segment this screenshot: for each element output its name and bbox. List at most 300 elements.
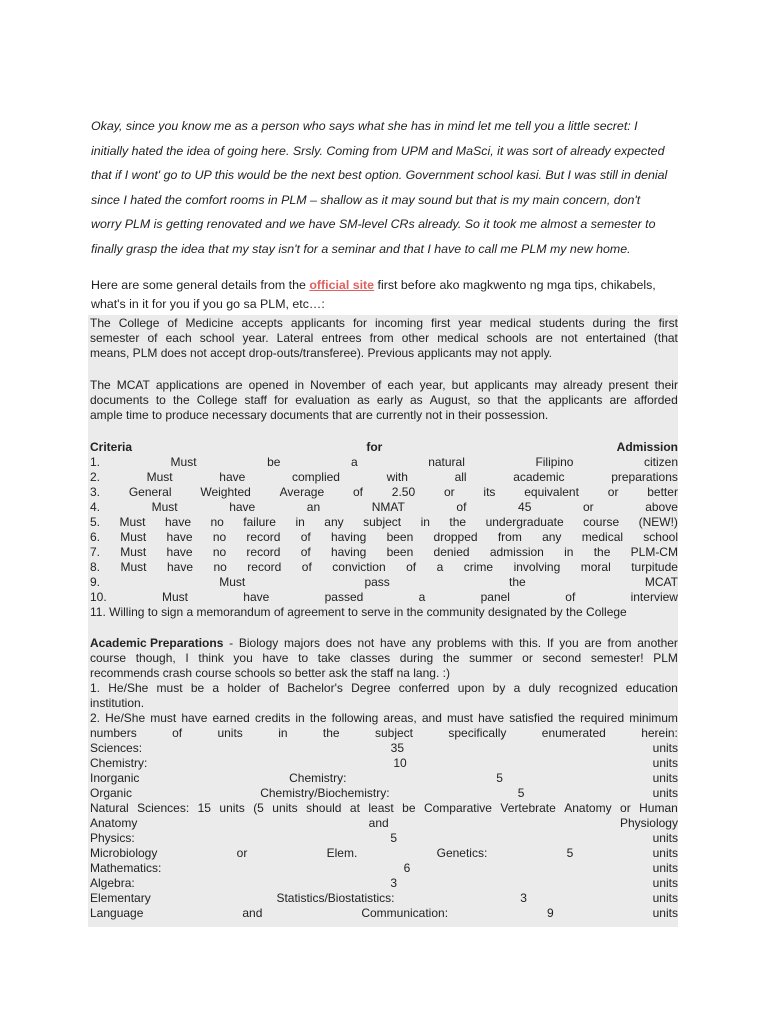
word: 5 (517, 786, 525, 800)
quoted-details-block (88, 315, 678, 927)
word: Language (90, 906, 144, 920)
word: been (386, 530, 414, 544)
word: of (371, 378, 382, 392)
word: with (386, 470, 408, 484)
word: preparations (611, 470, 678, 484)
word: The (90, 378, 111, 392)
unit-row (90, 861, 678, 876)
details-line (91, 276, 677, 295)
word: Physiology (619, 816, 678, 830)
word: to (298, 651, 309, 665)
word: subject (363, 515, 402, 529)
word: first (431, 316, 451, 330)
unit-row (90, 831, 678, 846)
word: units (219, 801, 245, 815)
word: areas, (383, 711, 417, 725)
word: 5 (496, 771, 503, 785)
word: units (652, 846, 678, 860)
unit-row (90, 891, 678, 906)
unit-row (90, 906, 678, 921)
word: another (637, 636, 678, 650)
word: medical (581, 530, 624, 544)
word: 1. (90, 455, 101, 469)
word: are (609, 393, 627, 407)
para-mcat (90, 378, 678, 423)
word: Chemistry/Biochemistry: (260, 786, 390, 800)
word: schools (486, 331, 528, 345)
word: Algebra: (90, 876, 135, 890)
word: Bachelor's (287, 681, 343, 695)
word: Lateral (276, 331, 314, 345)
word: for (366, 440, 383, 454)
word: but (451, 378, 469, 392)
word: better (647, 485, 678, 499)
word: interview (630, 590, 678, 604)
word: Filipino (535, 455, 574, 469)
word: as (357, 393, 370, 407)
word: semester! (590, 651, 644, 665)
para-admissions (90, 316, 678, 361)
unit-row (90, 801, 678, 816)
word: He/She (105, 711, 146, 725)
official-site-link[interactable]: official site (309, 278, 375, 292)
word: for (352, 316, 367, 330)
word: of (268, 681, 279, 695)
word: of (172, 726, 183, 740)
word: units (652, 831, 678, 845)
word: 9. (90, 575, 101, 589)
word: units (652, 771, 678, 785)
criteria-item (90, 590, 678, 605)
word: of (456, 500, 467, 514)
word: school (643, 530, 678, 544)
word: must (150, 711, 177, 725)
word: institution. (90, 696, 145, 710)
word: units (217, 726, 243, 740)
justified-line (90, 316, 678, 331)
word: Elem. (326, 846, 358, 860)
word: this. (519, 636, 542, 650)
word: 6 (403, 861, 411, 875)
word: as (410, 393, 423, 407)
word: be (402, 801, 416, 815)
word: from (497, 530, 522, 544)
word: undergraduate (485, 515, 564, 529)
word: afforded (633, 393, 678, 407)
word: Anatomy (90, 816, 138, 830)
word: you (559, 636, 579, 650)
word: General (128, 485, 172, 499)
word: early (376, 393, 403, 407)
word: have (166, 560, 193, 574)
word: above (645, 500, 678, 514)
word: a (212, 681, 220, 695)
word: applications (155, 378, 220, 392)
word: recommends crash course schools so better ask the staff na lang. :) (90, 666, 450, 680)
word: He/She (108, 681, 149, 695)
word: year, (419, 378, 446, 392)
word: may (534, 378, 558, 392)
word: 3 (520, 891, 527, 905)
word: first (658, 316, 678, 330)
word: have (478, 711, 505, 725)
word: earned (212, 711, 250, 725)
word: a (513, 681, 521, 695)
word: units (652, 786, 678, 800)
word: units (652, 906, 678, 920)
criteria-item (90, 500, 678, 515)
word: Anatomy (564, 801, 612, 815)
word: record (246, 545, 281, 559)
word: following (331, 711, 379, 725)
criteria-item (90, 485, 678, 500)
word: Must (151, 500, 178, 514)
word: I (185, 651, 189, 665)
word: staff (244, 393, 268, 407)
word: If (546, 636, 554, 650)
word: PLM-CM (630, 545, 678, 559)
word: no (210, 515, 224, 529)
word: the (633, 316, 651, 330)
word: College (196, 393, 238, 407)
spacer (90, 361, 678, 378)
word: are (535, 331, 553, 345)
word: 7. (90, 545, 101, 559)
word: the (524, 393, 542, 407)
word: other (401, 331, 430, 345)
intro-line: finally grasp the idea that my stay isn't for a seminar and that I have to call me PLM my new home. (91, 241, 631, 256)
word: numbers (90, 726, 137, 740)
word: enumerated (541, 726, 606, 740)
word: Sciences: (90, 741, 143, 755)
word: of (147, 331, 158, 345)
word: ample time to produce necessary documents that are currently not in their possession. (90, 408, 549, 422)
details-after-text: first before ako magkwento ng mga tips, chikabels, (374, 278, 656, 292)
word: the (449, 515, 467, 529)
word: have (219, 470, 246, 484)
word: upon (457, 681, 485, 695)
criteria-section (90, 440, 678, 620)
word: recognized (558, 681, 618, 695)
word: College (118, 316, 160, 330)
word: passed (324, 590, 364, 604)
word: Degree (351, 681, 391, 695)
word: medical (437, 331, 479, 345)
word: already (563, 378, 603, 392)
word: 11. Willing to sign a memorandum of agreement to serve in the community designated by the College (90, 605, 627, 619)
word: and (368, 816, 389, 830)
word: the (442, 651, 460, 665)
word: think (198, 651, 224, 665)
word: have (379, 636, 407, 650)
word: Comparative (423, 801, 492, 815)
word: opened (248, 378, 289, 392)
word: Organic (90, 786, 133, 800)
word: have (262, 651, 289, 665)
spacer (90, 620, 678, 636)
text-line (90, 408, 678, 423)
word: must (446, 711, 473, 725)
word: not (357, 636, 375, 650)
word: Mathematics: (90, 861, 162, 875)
word: least (368, 801, 394, 815)
justified-line (90, 378, 678, 393)
word: course (583, 515, 620, 529)
word: school (199, 331, 235, 345)
word: (5 (253, 801, 264, 815)
word: units (652, 756, 678, 770)
word: NMAT (371, 500, 405, 514)
word: specifically (448, 726, 507, 740)
word: Weighted (200, 485, 251, 499)
word: medical (489, 316, 532, 330)
word: dropped (433, 530, 478, 544)
word: be (267, 455, 281, 469)
word: 2.50 (391, 485, 416, 499)
word: 3. (90, 485, 101, 499)
word: or (522, 651, 533, 665)
intro-paragraph (91, 114, 677, 261)
word: Must (161, 590, 188, 604)
word: holder (227, 681, 261, 695)
word: subject (374, 726, 413, 740)
unit-row (90, 771, 678, 786)
word: no (212, 530, 227, 544)
word: units (272, 801, 298, 815)
word: semester (90, 331, 140, 345)
intro-line: Okay, since you know me as a person who says what she has in mind let me tell you a little secret: I (91, 119, 638, 133)
word: units (652, 741, 678, 755)
criteria-item (90, 605, 678, 620)
word: evaluation (295, 393, 350, 407)
word: any (411, 636, 432, 650)
word: applicants (290, 316, 345, 330)
word: means, PLM does not accept drop-outs/transferee). Previous applicants may not apply. (90, 346, 553, 360)
details-line-2: what's in it for you if you go sa PLM, etc…: (91, 297, 325, 311)
word: Must (120, 530, 147, 544)
word: majors (284, 636, 321, 650)
word: a (350, 455, 358, 469)
word: so (477, 393, 491, 407)
word: 4. (90, 500, 101, 514)
word: of (565, 590, 576, 604)
word: 35 (390, 741, 405, 755)
intro-line: that if I wont' go to UP this would be the next best option. Government school kasi. But I was still in denial (91, 168, 668, 182)
word: 2. (90, 470, 101, 484)
requirement-1 (90, 681, 678, 696)
word: 9 (546, 906, 554, 920)
word: have (243, 590, 270, 604)
word: are (225, 378, 243, 392)
word: minimum (629, 711, 678, 725)
word: Vertebrate (500, 801, 556, 815)
word: admission (489, 545, 544, 559)
word: the (322, 726, 340, 740)
justified-line (90, 331, 678, 346)
word: November (310, 378, 366, 392)
word: denied (433, 545, 470, 559)
word: Must (120, 545, 147, 559)
word: 5 (566, 846, 574, 860)
word: MCAT (644, 575, 678, 589)
word: The (90, 316, 111, 330)
intro-line: initially hated the idea of going here. Srsly. Coming from UPM and MaSci, it was sort of already expected (91, 143, 665, 158)
word: August, (429, 393, 471, 407)
word: you (233, 651, 253, 665)
word: for (274, 393, 289, 407)
word: have (166, 530, 193, 544)
word: to (155, 393, 166, 407)
word: 10 (393, 756, 407, 770)
word: should (306, 801, 342, 815)
word: conferred (398, 681, 450, 695)
word: Microbiology (90, 846, 158, 860)
academic-line-1 (90, 636, 678, 651)
word: 45 (518, 500, 532, 514)
criteria-item (90, 545, 678, 560)
word: in (278, 726, 288, 740)
word: of (300, 545, 311, 559)
word: involving (513, 560, 561, 574)
unit-row (90, 756, 678, 771)
word: each (165, 331, 192, 345)
word: 15 (197, 801, 211, 815)
word: Medicine (185, 316, 234, 330)
word: Must (120, 560, 147, 574)
word: Admission (616, 440, 678, 454)
criteria-heading (90, 440, 678, 455)
word: any (542, 530, 562, 544)
word: been (386, 545, 414, 559)
word: Communication: (361, 906, 449, 920)
word: year (458, 316, 482, 330)
text-line (90, 696, 678, 711)
text-line (90, 346, 678, 361)
word: the (509, 575, 526, 589)
word: Average (279, 485, 325, 499)
word: classes (350, 651, 391, 665)
word: a (436, 560, 444, 574)
word: of (300, 530, 311, 544)
word: during (399, 651, 434, 665)
word: Must (146, 470, 173, 484)
word: pass (364, 575, 390, 589)
word: record (246, 530, 281, 544)
word: entertained (585, 331, 646, 345)
word: course (90, 651, 127, 665)
intro-line: since I hated the comfort rooms in PLM – shallow as it may sound but that is my main concern, don't (91, 192, 641, 207)
word: during (592, 316, 626, 330)
word: in (295, 711, 305, 725)
word: of (167, 316, 178, 330)
details-intro (91, 276, 677, 314)
word: (NEW!) (638, 515, 678, 529)
word: Physics: (90, 831, 135, 845)
word: in (564, 545, 574, 559)
word: conviction (332, 560, 386, 574)
word: an (306, 500, 321, 514)
word: no (213, 560, 227, 574)
word: turpitude (631, 560, 678, 574)
criteria-item (90, 530, 678, 545)
word: Must (219, 575, 246, 589)
unit-row (90, 846, 678, 861)
word: Must (170, 455, 197, 469)
word: from (369, 331, 394, 345)
academic-section (90, 636, 678, 921)
word: its (483, 485, 496, 499)
word: entrees (321, 331, 362, 345)
word: units (652, 891, 678, 905)
word: Genetics: (436, 846, 488, 860)
word: (that (653, 331, 678, 345)
word: their (654, 378, 678, 392)
word: 1. (90, 681, 101, 695)
word: Must (119, 515, 146, 529)
word: with (491, 636, 514, 650)
word: - (229, 636, 234, 650)
word: no (212, 545, 227, 559)
word: incoming (374, 316, 423, 330)
word: Human (639, 801, 678, 815)
word: satisfied (509, 711, 554, 725)
word: 10. (90, 590, 107, 604)
word: accepts (241, 316, 283, 330)
word: or (620, 801, 631, 815)
justified-line (90, 393, 678, 408)
word: Chemistry: (90, 756, 148, 770)
word: having (330, 545, 367, 559)
word: in (294, 378, 305, 392)
unit-row (90, 876, 678, 891)
word: applicants (474, 378, 529, 392)
academic-heading: Academic Preparations (90, 636, 224, 650)
text-line (90, 666, 678, 681)
criteria-item (90, 470, 678, 485)
requirement-2 (90, 711, 678, 726)
criteria-item (90, 560, 678, 575)
word: citizen (643, 455, 678, 469)
justified-line (90, 726, 678, 741)
word: Statistics/Biostatistics: (276, 891, 395, 905)
word: are (584, 636, 602, 650)
word: credits (254, 711, 291, 725)
word: a (418, 590, 426, 604)
word: moral (580, 560, 611, 574)
word: the (172, 393, 190, 407)
word: having (330, 530, 367, 544)
word: 8. (90, 560, 101, 574)
word: problems (436, 636, 487, 650)
word: complied (291, 470, 340, 484)
word: by (492, 681, 506, 695)
word: academic (513, 470, 565, 484)
word: does (325, 636, 352, 650)
word: Inorganic (90, 771, 140, 785)
word: or (236, 846, 248, 860)
word: that (497, 393, 518, 407)
word: must (156, 681, 183, 695)
word: Natural (90, 801, 129, 815)
word: and (242, 906, 263, 920)
word: panel (480, 590, 510, 604)
word: in (295, 515, 305, 529)
word: each (387, 378, 414, 392)
word: 5. (90, 515, 101, 529)
word: MCAT (116, 378, 150, 392)
word: year. (242, 331, 269, 345)
word: though, (135, 651, 176, 665)
